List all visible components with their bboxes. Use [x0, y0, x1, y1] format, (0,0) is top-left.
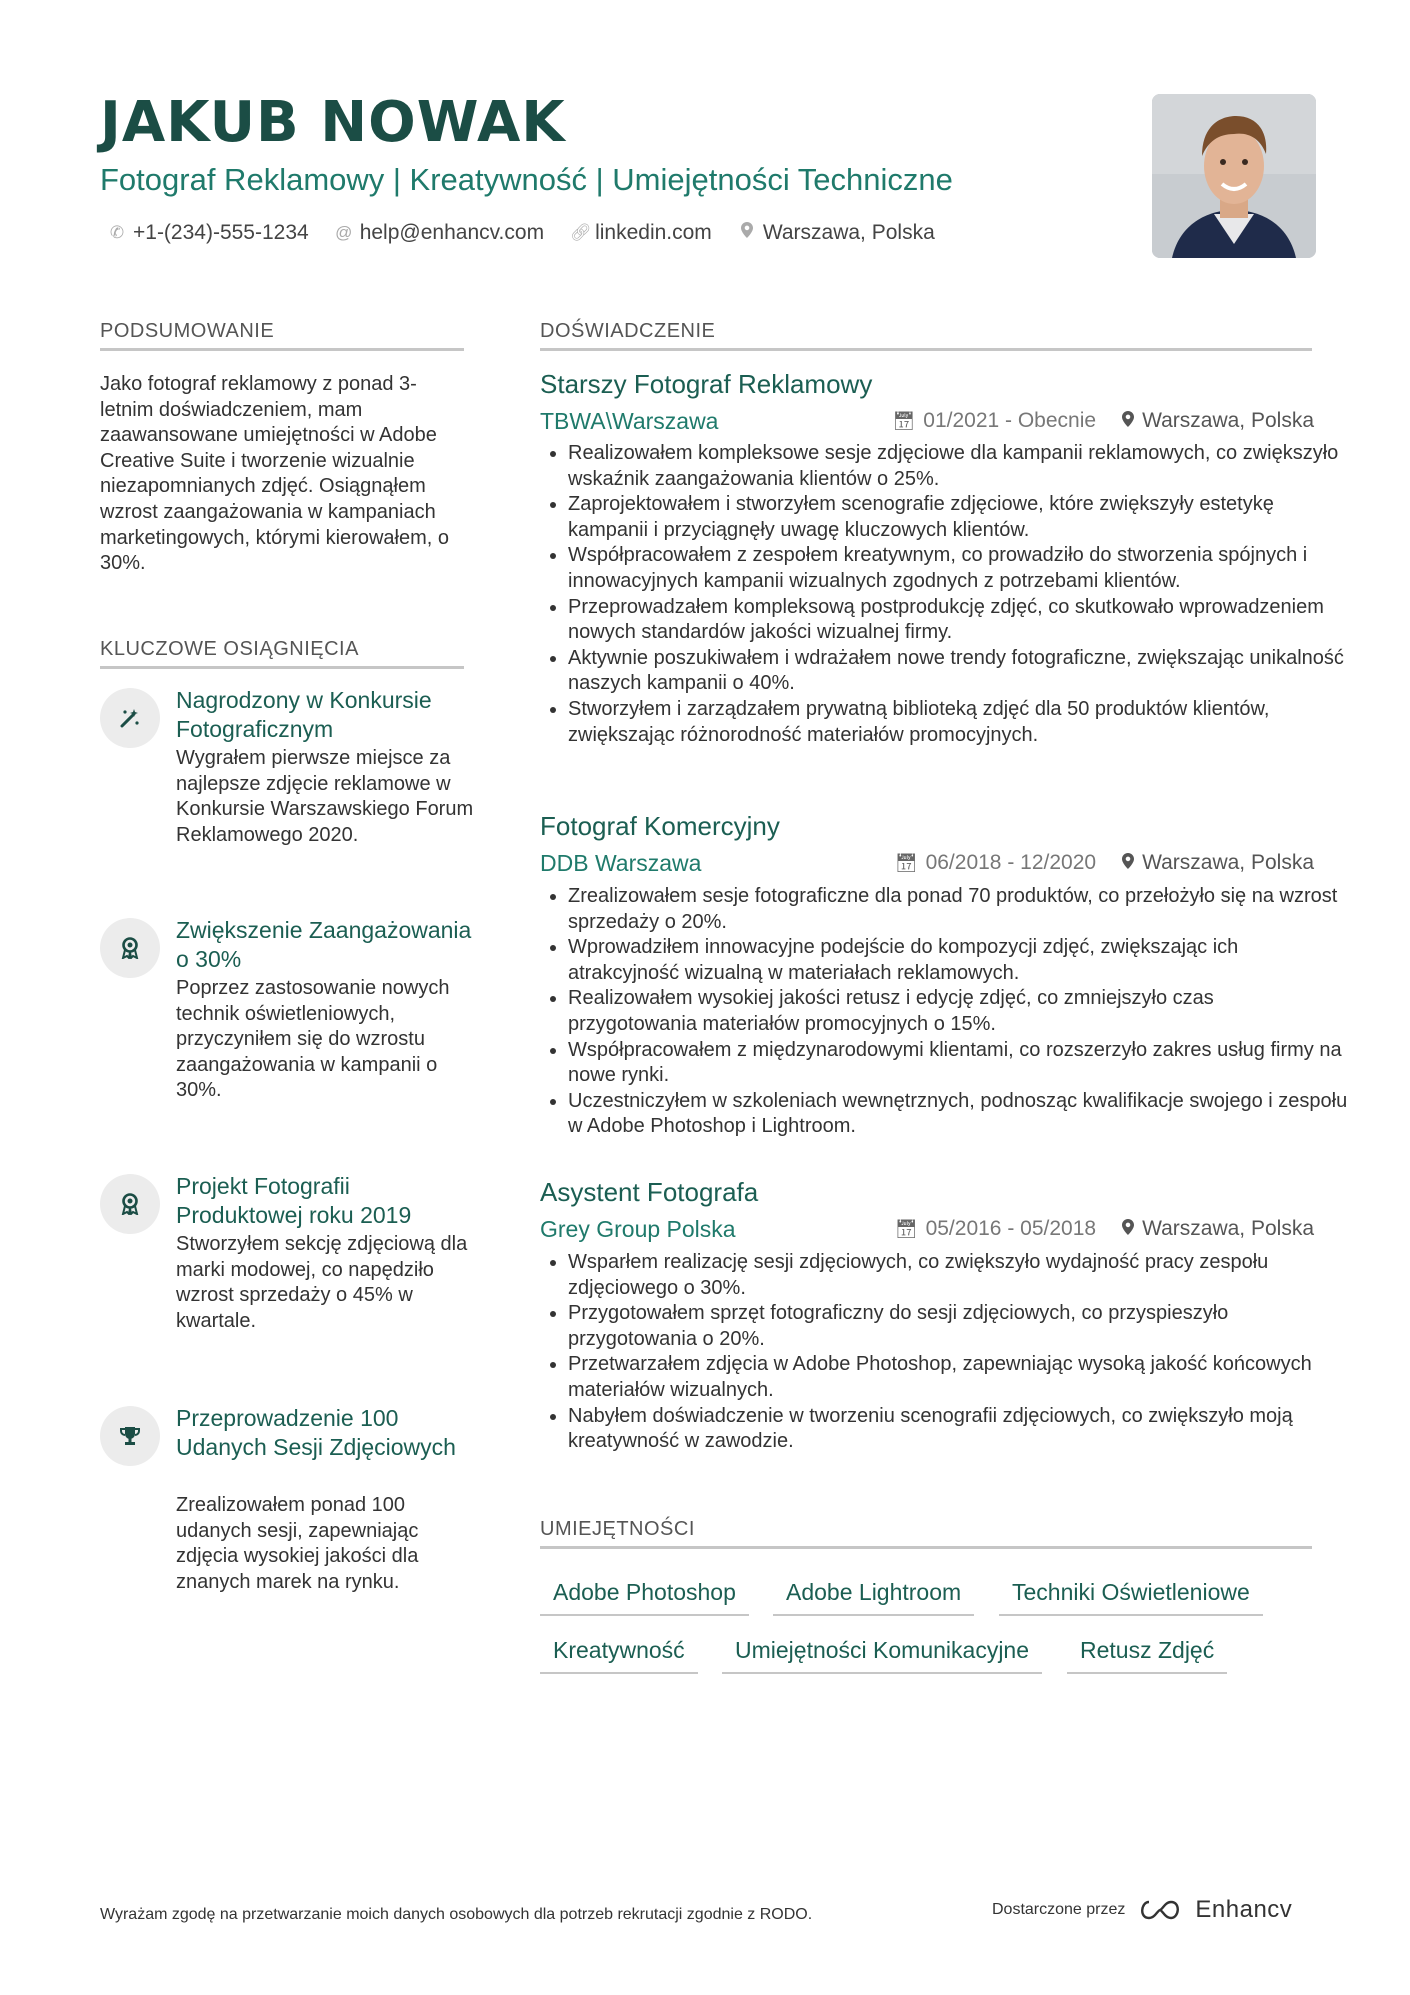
contact-text: +1-(234)-555-1234 [133, 221, 309, 244]
job-meta [892, 406, 1314, 436]
calendar-icon: 📅︎ [894, 853, 918, 873]
job-dates: 06/2018 - 12/2020 [925, 851, 1097, 874]
powered-by-label: Dostarczone przez [992, 1901, 1126, 1918]
job-bullet: • Wsparłem realizację sesji zdjęciowych, co zwiększyło wydajność pracy zespołu zdjęciowego o 30%. [568, 1250, 1348, 1301]
job-dates-wrap [895, 1214, 1096, 1244]
job-location: Warszawa, Polska [1142, 1217, 1314, 1240]
calendar-icon: 📅︎ [892, 411, 916, 431]
job-dates-wrap [895, 848, 1096, 878]
job-bullet: • Zaprojektowałem i stworzyłem scenografie zdjęciowe, które zwiększyły estetykę kampanii i przyciągnęły uwagę kluczowych klientów. [568, 492, 1348, 543]
job-bullets [546, 1250, 1348, 1455]
gdpr-consent: Wyrażam zgodę na przetwarzanie moich danych osobowych dla potrzeb rekrutacji zgodnie z RODO. [100, 1906, 813, 1923]
phone-icon: ✆ [109, 223, 125, 242]
enhancv-logo-icon [1137, 1897, 1183, 1923]
skill-tag: Adobe Photoshop [540, 1576, 749, 1616]
location-pin-icon [1122, 1219, 1134, 1239]
job-dates: 01/2021 - Obecnie [923, 409, 1097, 432]
job-bullet: • Współpracowałem z międzynarodowymi klientami, co rozszerzyło zakres usług firmy na nowe rynki. [568, 1038, 1348, 1089]
link-icon: 🔗︎ [570, 223, 592, 242]
contact-location [738, 218, 935, 248]
achievement-desc: Zrealizowałem ponad 100 udanych sesji, zapewniając zdjęcia wysokiej jakości dla znanych marek na rynku. [176, 1494, 419, 1593]
enhancv-logo-text: Enhancv [1195, 1896, 1293, 1923]
job-bullet: • Wprowadziłem innowacyjne podejście do kompozycji zdjęć, zwiększając ich atrakcyjność wizualną w materiałach reklamowych. [568, 935, 1348, 986]
award-icon [100, 918, 160, 978]
wand-icon [100, 688, 160, 748]
trophy-icon [100, 1406, 160, 1466]
job-company: TBWA\Warszawa [540, 408, 719, 434]
achievement-title: Przeprowadzenie 100 Udanych Sesji Zdjęciowych [176, 1405, 456, 1460]
job-company: Grey Group Polska [540, 1216, 736, 1242]
award-icon [100, 1174, 160, 1234]
job-title: Fotograf Komercyjny [540, 811, 780, 841]
contact-text: help@enhancv.com [359, 221, 545, 244]
headline: Fotograf Reklamowy | Kreatywność | Umiejętności Techniczne [100, 162, 953, 197]
job-bullet: • Stworzyłem i zarządzałem prywatną biblioteką zdjęć dla 50 produktów klientów, zwiększając różnorodność materiałów promocyjnych. [568, 697, 1348, 748]
job-dates: 05/2016 - 05/2018 [925, 1217, 1097, 1240]
job-bullets [546, 884, 1348, 1140]
achievement-title: Projekt Fotografii Produktowej roku 2019 [176, 1173, 412, 1228]
skill-tag: Techniki Oświetleniowe [999, 1576, 1263, 1616]
candidate-name: JAKUB NOWAK [100, 90, 566, 155]
job-bullet: • Zrealizowałem sesje fotograficzne dla ponad 70 produktów, co przełożyło się na wzrost sprzedaży o 20%. [568, 884, 1348, 935]
achievement-desc: Stworzyłem sekcję zdjęciową dla marki modowej, co napędziło wzrost sprzedaży o 45% w kwartale. [176, 1233, 468, 1332]
job-title: Starszy Fotograf Reklamowy [540, 369, 873, 399]
job-meta [895, 1214, 1314, 1244]
achievement-desc: Poprzez zastosowanie nowych technik oświetleniowych, przyczyniłem się do wzrostu zaangażowania w kampanii o 30%. [176, 977, 450, 1102]
skill-tag: Adobe Lightroom [773, 1576, 974, 1616]
achievement-desc: Wygrałem pierwsze miejsce za najlepsze zdjęcie reklamowe w Konkursie Warszawskiego Forum Reklamowego 2020. [176, 747, 474, 846]
job-location: Warszawa, Polska [1142, 851, 1314, 874]
job-location-wrap [1122, 1214, 1314, 1244]
job-bullet: • Współpracowałem z zespołem kreatywnym, co prowadziło do stworzenia spójnych i innowacyjnych kampanii wizualnych zgodnych z potrzebami klientów. [568, 543, 1348, 594]
contact-text: Warszawa, Polska [762, 221, 935, 244]
contact-text: linkedin.com [595, 221, 712, 244]
powered-by[interactable] [992, 1897, 1292, 1923]
job-bullet: • Przygotowałem sprzęt fotograficzny do sesji zdjęciowych, co przyspieszyło przygotowania o 20%. [568, 1301, 1348, 1352]
location-pin-icon [1122, 853, 1134, 873]
contact-bar [108, 218, 935, 248]
skill-tag: Retusz Zdjęć [1067, 1634, 1227, 1674]
contact-linkedin[interactable] [570, 218, 712, 248]
location-pin-icon [738, 218, 756, 248]
job-bullet: • Aktywnie poszukiwałem i wdrażałem nowe trendy fotograficzne, zwiększając unikalność naszych kampanii o 40%. [568, 646, 1348, 697]
job-company: DDB Warszawa [540, 850, 702, 876]
job-bullet: • Realizowałem wysokiej jakości retusz i edycję zdjęć, co zmniejszyło czas przygotowania materiałów promocyjnych o 15%. [568, 986, 1348, 1037]
at-icon: @ [335, 223, 353, 242]
summary-text: Jako fotograf reklamowy z ponad 3-letnim doświadczeniem, mam zaawansowane umiejętności w Adobe Creative Suite i tworzenie wizualnie niezapomnianych zdjęć. Osiągnąłem wzrost zaangażowania w kampaniach marketingowych, którymi kierowałem, o 30%. [100, 373, 449, 575]
location-pin-icon [1122, 411, 1134, 431]
job-bullet: • Realizowałem kompleksowe sesje zdjęciowe dla kampanii reklamowych, co zwiększyło wskaźnik zaangażowania klientów o 25%. [568, 441, 1348, 492]
profile-photo [1152, 94, 1316, 258]
job-location-wrap [1122, 848, 1314, 878]
job-meta [895, 848, 1314, 878]
job-bullet: • Nabyłem doświadczenie w tworzeniu scenografii zdjęciowych, co zwiększyło moją kreatywność w zawodzie. [568, 1404, 1348, 1455]
section-title-skills: UMIEJĘTNOŚCI [540, 1516, 1312, 1549]
achievement-title: Zwiększenie Zaangażowania o 30% [176, 917, 472, 972]
section-title-summary: PODSUMOWANIE [100, 318, 464, 351]
job-bullet: • Przeprowadzałem kompleksową postprodukcję zdjęć, co skutkowało wprowadzeniem nowych standardów jakości wizualnej firmy. [568, 595, 1348, 646]
contact-email[interactable] [335, 218, 544, 248]
skill-tag: Kreatywność [540, 1634, 698, 1674]
contact-phone[interactable] [108, 218, 309, 248]
calendar-icon: 📅︎ [894, 1219, 918, 1239]
job-title: Asystent Fotografa [540, 1177, 759, 1207]
job-dates-wrap [892, 406, 1096, 436]
job-bullets [546, 441, 1348, 748]
job-bullet: • Uczestniczyłem w szkoleniach wewnętrznych, podnosząc kwalifikacje swojego i zespołu w Adobe Photoshop i Lightroom. [568, 1089, 1348, 1140]
section-title-experience: DOŚWIADCZENIE [540, 318, 1312, 351]
job-bullet: • Przetwarzałem zdjęcia w Adobe Photoshop, zapewniając wysoką jakość końcowych materiałów wizualnych. [568, 1352, 1348, 1403]
section-title-achievements: KLUCZOWE OSIĄGNIĘCIA [100, 636, 464, 669]
job-location-wrap [1122, 406, 1314, 436]
skill-tag: Umiejętności Komunikacyjne [722, 1634, 1042, 1674]
job-location: Warszawa, Polska [1142, 409, 1314, 432]
achievement-title: Nagrodzony w Konkursie Fotograficznym [176, 687, 432, 742]
